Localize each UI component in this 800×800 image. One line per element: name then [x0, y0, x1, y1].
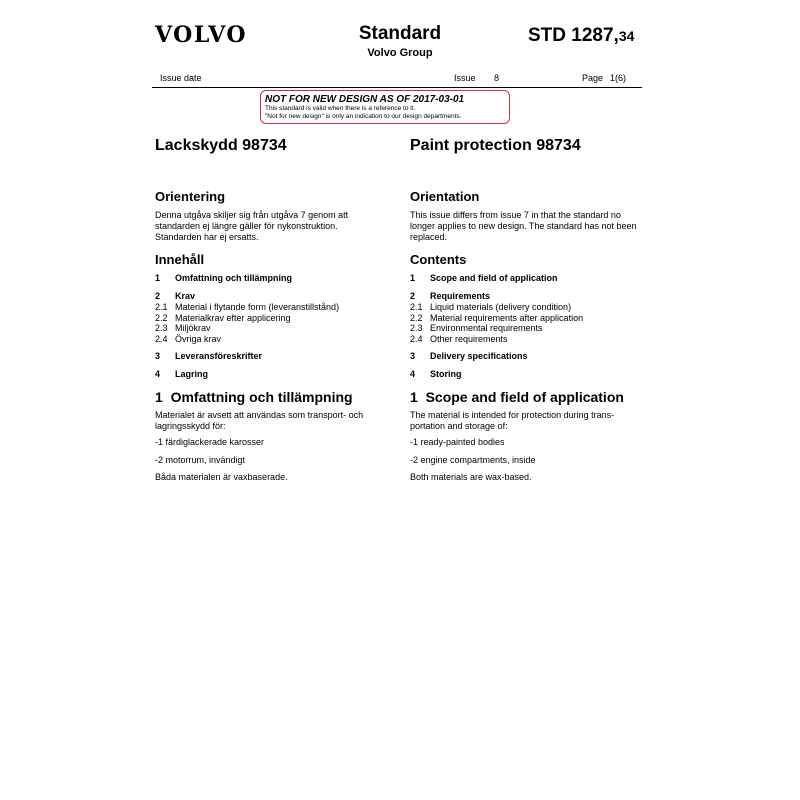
toc-number: 4 — [155, 369, 161, 379]
right-section1-text: The material is intended for protection during trans-portation and storage of: — [410, 410, 615, 431]
toc-number: 2.2 — [410, 313, 423, 323]
left-toc-item — [155, 273, 292, 284]
toc-label: Requirements — [430, 291, 491, 301]
organization-name: Volvo Group — [367, 47, 433, 59]
toc-label: Krav — [175, 291, 196, 301]
right-toc-item — [410, 273, 558, 284]
toc-label: Scope and field of application — [430, 273, 558, 283]
right-toc-item — [410, 369, 462, 380]
left-orientation-heading: Orientering — [155, 189, 226, 204]
notice-title: NOT FOR NEW DESIGN AS OF 2017-03-01 — [265, 94, 465, 105]
toc-number: 1 — [410, 273, 416, 283]
left-toc-item — [155, 302, 339, 313]
toc-label: Lagring — [175, 369, 208, 379]
right-toc-item — [410, 302, 571, 313]
toc-label: Liquid materials (delivery condition) — [430, 302, 572, 312]
left-toc-item — [155, 323, 211, 334]
right-list-item-2: -2 engine compartments, inside — [410, 455, 536, 465]
toc-number: 4 — [410, 369, 416, 379]
toc-number: 2.2 — [155, 313, 168, 323]
toc-number: 2.4 — [155, 334, 168, 344]
left-toc-item — [155, 291, 195, 302]
section-number: 1 — [410, 389, 418, 405]
right-orientation-text: This issue differs from issue 7 in that the standard no longer applies to new design. The standard has not been replaced. — [410, 210, 637, 242]
toc-number: 2.3 — [155, 323, 168, 333]
right-toc-item — [410, 323, 543, 334]
left-document-title: Lackskydd 98734 — [155, 137, 287, 154]
section-number: 1 — [155, 389, 163, 405]
issue-value: 8 — [494, 73, 500, 83]
left-toc-item — [155, 369, 208, 380]
toc-number: 2.3 — [410, 323, 423, 333]
toc-label: Material requirements after application — [430, 313, 584, 323]
toc-number: 2.4 — [410, 334, 423, 344]
section-title: Omfattning och tillämpning — [170, 389, 353, 405]
left-list-item-1: -1 färdiglackerade karosser — [155, 437, 265, 447]
toc-number: 3 — [410, 351, 416, 361]
volvo-logo: VOLVO — [155, 22, 248, 48]
right-closing-text: Both materials are wax-based. — [410, 472, 532, 482]
left-closing-text: Båda materialen är vaxbaserade. — [155, 472, 288, 482]
right-section1-heading — [410, 389, 624, 405]
left-toc-item — [155, 351, 262, 362]
header-divider — [152, 87, 642, 88]
toc-label: Övriga krav — [175, 334, 222, 344]
toc-label: Other requirements — [430, 334, 508, 344]
toc-label: Omfattning och tillämpning — [175, 273, 292, 283]
standard-number — [528, 25, 634, 47]
toc-number: 2 — [410, 291, 416, 301]
standard-title: Standard — [358, 23, 442, 44]
issue-date-label: Issue date — [160, 73, 202, 83]
toc-label: Miljökrav — [175, 323, 211, 333]
standard-number-suffix: 34 — [618, 28, 635, 44]
notice-line-2: "Not for new design" is only an indication to our design departments. — [265, 112, 462, 120]
toc-number: 2 — [155, 291, 161, 301]
toc-label: Storing — [430, 369, 462, 379]
toc-label: Delivery specifications — [430, 351, 528, 361]
toc-number: 3 — [155, 351, 161, 361]
right-contents-heading: Contents — [410, 252, 467, 267]
issue-label: Issue — [454, 73, 476, 83]
notice-line-1: This standard is valid when there is a reference to it. — [265, 105, 416, 112]
left-contents-heading: Innehåll — [155, 252, 205, 267]
section-title: Scope and field of application — [425, 389, 624, 405]
toc-number: 2.1 — [410, 302, 423, 312]
right-orientation-heading: Orientation — [410, 189, 480, 204]
right-toc-item — [410, 351, 528, 362]
page-value: 1(6) — [610, 73, 627, 83]
right-toc-item — [410, 291, 490, 302]
toc-label: Materialkrav efter applicering — [175, 313, 291, 323]
left-section1-heading — [155, 389, 353, 405]
toc-label: Environmental requirements — [430, 323, 543, 333]
right-toc-item — [410, 334, 508, 345]
standard-number-main: STD 1287, — [528, 25, 619, 46]
left-orientation-text: Denna utgåva skiljer sig från utgåva 7 genom att standarden ej längre gäller för nykonstruktion. Standarden har ej ersatts. — [155, 210, 349, 242]
toc-number: 1 — [155, 273, 161, 283]
left-toc-item — [155, 334, 221, 345]
right-document-title: Paint protection 98734 — [410, 137, 581, 154]
right-list-item-1: -1 ready-painted bodies — [410, 437, 505, 447]
toc-number: 2.1 — [155, 302, 168, 312]
left-section1-text: Materialet är avsett att användas som transport- och lagringsskydd för: — [155, 410, 364, 431]
left-list-item-2: -2 motorrum, invändigt — [155, 455, 246, 465]
page-label: Page — [582, 73, 604, 83]
not-for-new-design-notice — [260, 90, 510, 124]
toc-label: Leveransföreskrifter — [175, 351, 263, 361]
toc-label: Material i flytande form (leveranstillstånd) — [175, 302, 340, 312]
